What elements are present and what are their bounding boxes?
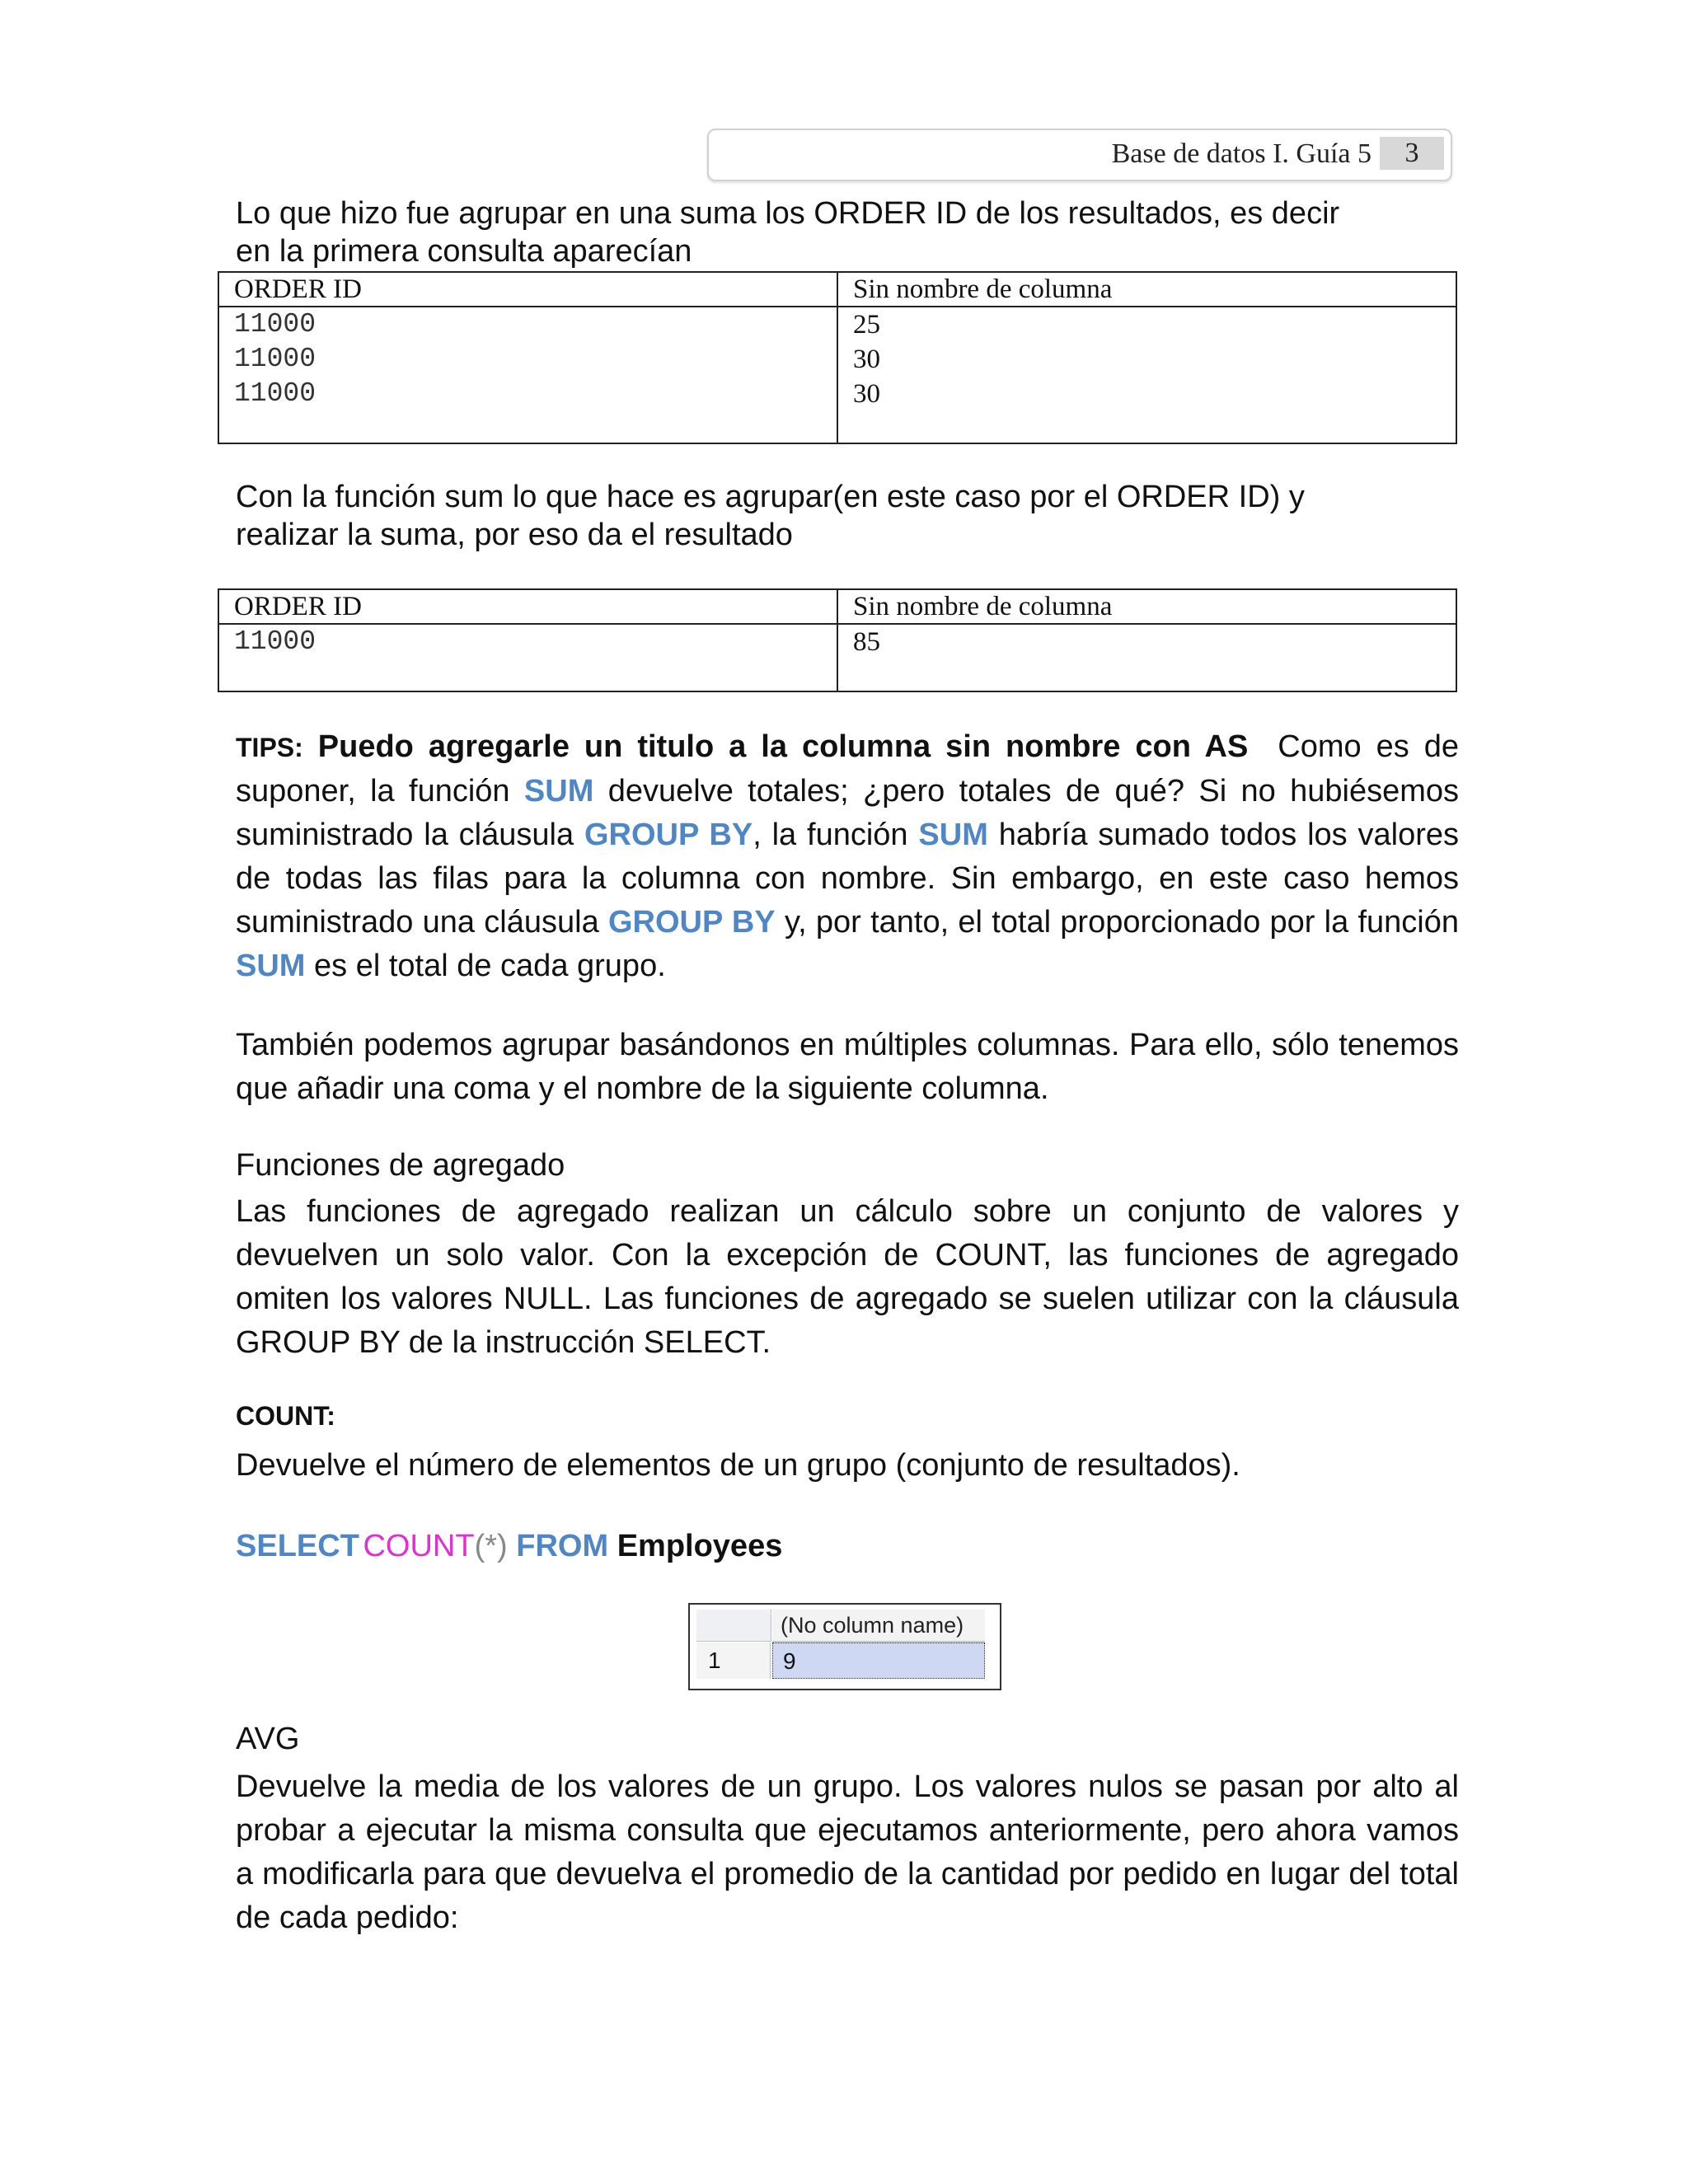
page-number: 3 (1380, 137, 1444, 170)
results-table-1 (218, 271, 1457, 444)
grid-column-header: (No column name) (772, 1610, 985, 1643)
sum-line-2: realizar la suma, por eso da el resultado (236, 518, 793, 552)
table1-value-column (837, 307, 1456, 443)
sum-explanation (236, 478, 1459, 554)
sum-line-1: Con la función sum lo que hace es agrupar(en este caso por el ORDER ID) y (236, 480, 1305, 514)
table1-cell: 30 (853, 344, 880, 374)
query-table-name: Employees (617, 1529, 783, 1563)
table2-header-order-id: ORDER ID (218, 589, 837, 624)
grid-row-number: 1 (696, 1643, 771, 1679)
table1-cell: 11000 (234, 378, 316, 409)
intro-line-2: en la primera consulta aparecían (236, 234, 692, 269)
table1-cell: 25 (853, 310, 880, 340)
table1-order-id-column (218, 307, 837, 443)
table1-cell: 11000 (234, 309, 316, 340)
tips-text: devuelve totales; ¿pero totales de qué? Si no hubiésemos suministrado la cláusula (236, 774, 1460, 852)
keyword-select: SELECT (236, 1529, 359, 1563)
tips-text: y, por tanto, el total proporcionado por la función (784, 905, 1460, 940)
tips-text: Como es de suponer, la función (236, 729, 1459, 808)
count-description: Devuelve el número de elementos de un grupo (conjunto de resultados). (236, 1448, 1240, 1483)
tips-paragraph (236, 725, 1459, 988)
keyword-sum: SUM (236, 949, 306, 983)
avg-paragraph: Devuelve la media de los valores de un grupo. Los valores nulos se pasan por alto al probar a ejecutar la misma consulta que ejecutamos anteriormente, pero ahora vamos a modificarla para que devuelva el promedio de la cantidad por pedido en lugar del total de cada pedido: (236, 1769, 1459, 1935)
table1-cell: 30 (853, 379, 880, 409)
keyword-group-by: GROUP BY (584, 818, 753, 852)
count-result-grid (688, 1603, 1001, 1690)
keyword-sum: SUM (918, 818, 988, 852)
keyword-count: COUNT (363, 1529, 475, 1563)
table2-cell: 85 (837, 624, 1456, 691)
table2-cell: 11000 (218, 624, 837, 691)
intro-paragraph (236, 194, 1459, 270)
table1-header-unnamed: Sin nombre de columna (837, 272, 1456, 307)
multi-column-paragraph: También podemos agrupar basándonos en múltiples columnas. Para ello, sólo tenemos que añadir una coma y el nombre de la siguiente columna. (236, 1028, 1459, 1106)
tips-label: TIPS: (236, 733, 303, 762)
table1-cell: 11000 (234, 344, 316, 374)
tips-text: , la función (753, 818, 908, 852)
count-label: COUNT: (236, 1401, 335, 1431)
header-title: Base de datos I. Guía 5 (1111, 138, 1372, 169)
table2-header-unnamed: Sin nombre de columna (837, 589, 1456, 624)
page-header (707, 129, 1452, 181)
keyword-group-by: GROUP BY (607, 905, 776, 940)
tips-bold-text: Puedo agregarle un titulo a la columna sin nombre con AS (317, 729, 1249, 764)
grid-corner (696, 1610, 771, 1642)
intro-line-1: Lo que hizo fue agrupar en una suma los ORDER ID de los resultados, es decir (236, 196, 1340, 231)
aggregate-paragraph: Las funciones de agregado realizan un cálculo sobre un conjunto de valores y devuelven un solo valor. Con la excepción de COUNT, las funciones de agregado omiten los valores NULL. Las funciones de agregado se suelen utilizar con la cláusula GROUP BY de la instrucción SELECT. (236, 1194, 1459, 1360)
avg-title: AVG (236, 1722, 300, 1756)
count-argument: (*) (474, 1529, 508, 1563)
results-table-2 (218, 588, 1457, 692)
grid-result-cell: 9 (772, 1643, 985, 1679)
tips-text: es el total de cada grupo. (314, 949, 666, 983)
aggregate-title: Funciones de agregado (236, 1148, 565, 1183)
tips-text: habría sumado todos los valores de todas las filas para la columna con nombre. Sin embargo, en este caso hemos suministrado una cláusula (236, 818, 1460, 940)
keyword-sum: SUM (523, 774, 594, 808)
count-query (236, 1525, 1459, 1568)
keyword-from: FROM (516, 1529, 609, 1563)
table1-header-order-id: ORDER ID (218, 272, 837, 307)
